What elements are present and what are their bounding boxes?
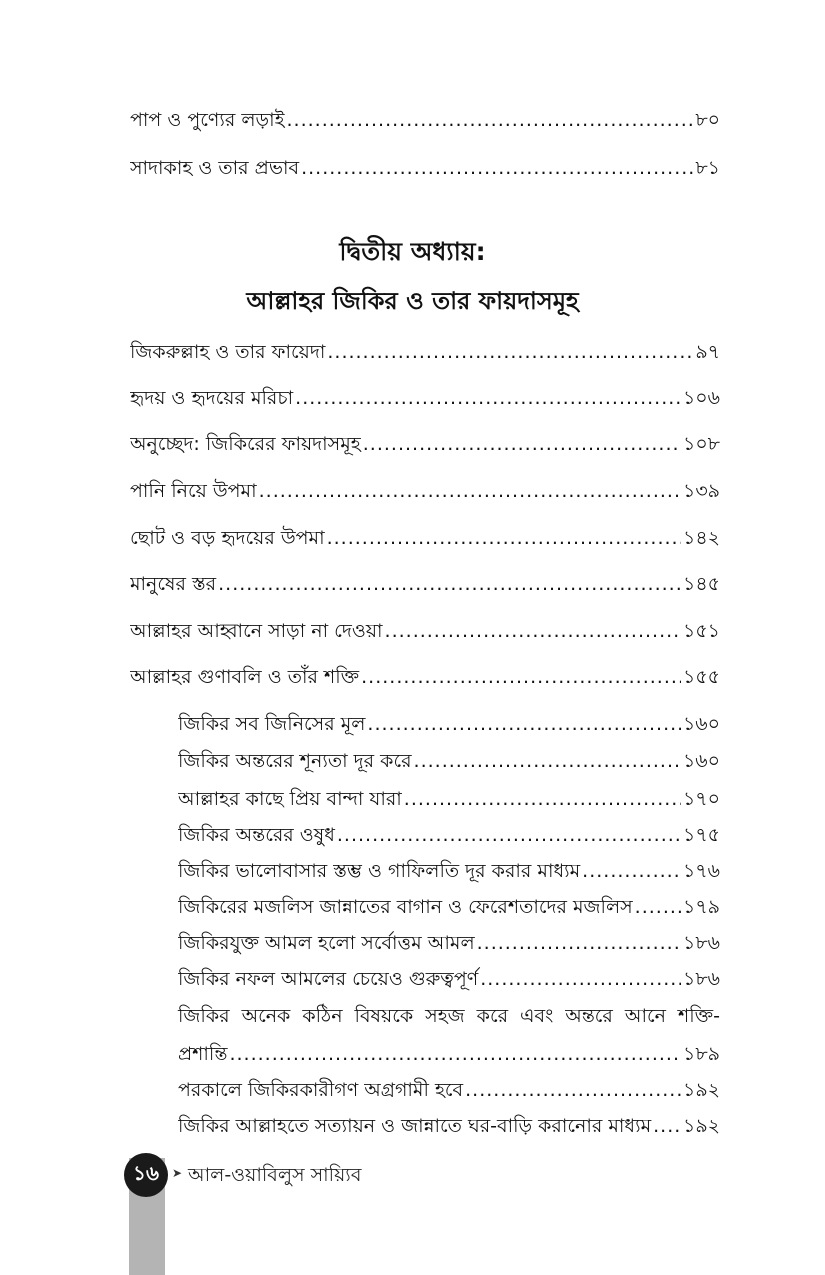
toc-subentry	[178, 747, 720, 779]
toc-entry-page: ১৪৫	[683, 573, 720, 595]
toc-entry	[130, 384, 720, 416]
toc-entry-page: ১৫৫	[683, 666, 720, 688]
toc-entry-page: ১৮৯	[683, 1043, 720, 1065]
toc-entry	[130, 430, 720, 462]
dot-leader	[414, 750, 681, 772]
dot-leader	[480, 968, 681, 990]
toc-entry-page: ৯৭	[695, 341, 720, 363]
toc-entry-page: ৮১	[695, 157, 720, 179]
dot-leader	[477, 932, 681, 954]
toc-entry-page: ১০৮	[682, 433, 720, 455]
toc-subentry	[178, 929, 720, 961]
toc-entry	[130, 570, 720, 602]
toc-subentry	[178, 710, 720, 742]
dot-leader	[635, 896, 681, 918]
dot-leader	[218, 573, 681, 595]
page-number-badge	[124, 1153, 168, 1197]
toc-entry-title: জিকিরের মজলিস জান্নাতের বাগান ও ফেরেশতাদের মজলিস	[178, 896, 633, 918]
toc-subentry	[178, 1076, 720, 1108]
toc-entry-title: পাপ ও পুণ্যের লড়াই	[130, 109, 285, 131]
toc-entry	[130, 338, 720, 370]
dot-leader	[301, 157, 693, 179]
dot-leader	[367, 713, 681, 735]
toc-subentry-first-line: জিকির অনেক কঠিন বিষয়কে সহজ করে এবং অন্তরে আনে শক্তি-	[178, 1005, 720, 1027]
toc-entry	[130, 663, 720, 695]
toc-entry	[130, 154, 720, 186]
page-number: ১৬	[133, 1160, 159, 1185]
toc-subentry	[178, 893, 720, 925]
dot-leader	[363, 433, 681, 455]
toc-entry-title: আল্লাহর কাছে প্রিয় বান্দা যারা	[178, 788, 402, 810]
toc-entry-page: ১৪২	[682, 527, 720, 549]
toc-entry-page: ১৯২	[682, 1115, 720, 1137]
toc-entry	[130, 106, 720, 138]
toc-entry	[130, 524, 720, 556]
toc-entry-title: প্রশান্তি	[178, 1043, 228, 1065]
dot-leader	[295, 387, 681, 409]
toc-entry-title: জিকির আল্লাহতে সত্যায়ন ও জান্নাতে ঘর-বাড়ি করানোর মাধ্যম	[178, 1115, 652, 1137]
toc-entry-title: হৃদয় ও হৃদয়ের মরিচা	[130, 387, 294, 409]
toc-subentry	[178, 1040, 720, 1072]
dot-leader	[361, 666, 681, 688]
dot-leader	[327, 527, 681, 549]
toc-entry-title: অনুচ্ছেদ: জিকিরের ফায়দাসমূহ	[130, 433, 361, 455]
toc-entry-page: ১৭৬	[682, 860, 720, 882]
toc-entry-title: জিকিরযুক্ত আমল হলো সর্বোত্তম আমল	[178, 932, 475, 954]
running-book-title: আল-ওয়াবিলুস সায়্যিব	[188, 1164, 362, 1186]
arrow-icon: ➤	[172, 1166, 183, 1180]
toc-entry-title: সাদাকাহ ও তার প্রভাব	[130, 157, 300, 179]
dot-leader	[327, 341, 693, 363]
toc-entry-title: আল্লাহর আহ্বানে সাড়া না দেওয়া	[130, 620, 383, 642]
toc-subentry	[178, 857, 720, 889]
toc-entry-title: আল্লাহর গুণাবলি ও তাঁর শক্তি	[130, 666, 360, 688]
toc-entry-page: ১৬০	[682, 713, 720, 735]
toc-entry-title: জিকির সব জিনিসের মূল	[178, 713, 366, 735]
toc-entry-title: জিকির অন্তরের শূন্যতা দূর করে	[178, 750, 412, 772]
toc-entry-title: ছোট ও বড় হৃদয়ের উপমা	[130, 527, 325, 549]
dot-leader	[465, 1079, 681, 1101]
dot-leader	[404, 788, 681, 810]
toc-entry-page: ১৭৫	[682, 824, 720, 846]
toc-entry-title: মানুষের স্তর	[130, 573, 217, 595]
toc-entry-title: জিকির ভালোবাসার স্তম্ভ ও গাফিলতি দূর করার মাধ্যম	[178, 860, 581, 882]
toc-subentry	[178, 965, 720, 997]
toc-entry-title: জিকির নফল আমলের চেয়েও গুরুত্বপূর্ণ	[178, 968, 479, 990]
toc-entry	[130, 617, 720, 649]
toc-entry	[130, 477, 720, 509]
toc-entry-page: ১০৬	[682, 387, 720, 409]
dot-leader	[337, 824, 681, 846]
dot-leader	[385, 620, 681, 642]
toc-subentry	[178, 1112, 720, 1144]
toc-entry-page: ১৬০	[682, 750, 720, 772]
toc-entry-title: জিকরুল্লাহ ও তার ফায়েদা	[130, 341, 326, 363]
toc-entry-page: ১৭৯	[682, 896, 720, 918]
toc-entry-page: ৮০	[695, 109, 720, 131]
toc-entry-page: ১৯২	[682, 1079, 720, 1101]
toc-subentry	[178, 821, 720, 853]
toc-entry-title: পানি নিয়ে উপমা	[130, 480, 257, 502]
toc-entry-title: পরকালে জিকিরকারীগণ অগ্রগামী হবে	[178, 1079, 464, 1101]
chapter-title: আল্লাহর জিকির ও তার ফায়দাসমূহ	[246, 287, 579, 315]
dot-leader	[582, 860, 681, 882]
toc-entry-page: ১৫১	[683, 620, 720, 642]
dot-leader	[287, 109, 694, 131]
dot-leader	[259, 480, 681, 502]
dot-leader	[229, 1043, 681, 1065]
toc-entry-title: জিকির অন্তরের ওষুধ	[178, 824, 335, 846]
toc-entry-page: ১৩৯	[682, 480, 720, 502]
chapter-label: দ্বিতীয় অধ্যায়:	[339, 237, 486, 266]
toc-entry-page: ১৭০	[682, 788, 720, 810]
toc-subentry	[178, 785, 720, 817]
toc-entry-page: ১৮৬	[682, 968, 720, 990]
toc-entry-page: ১৮৬	[682, 932, 720, 954]
dot-leader	[653, 1115, 681, 1137]
